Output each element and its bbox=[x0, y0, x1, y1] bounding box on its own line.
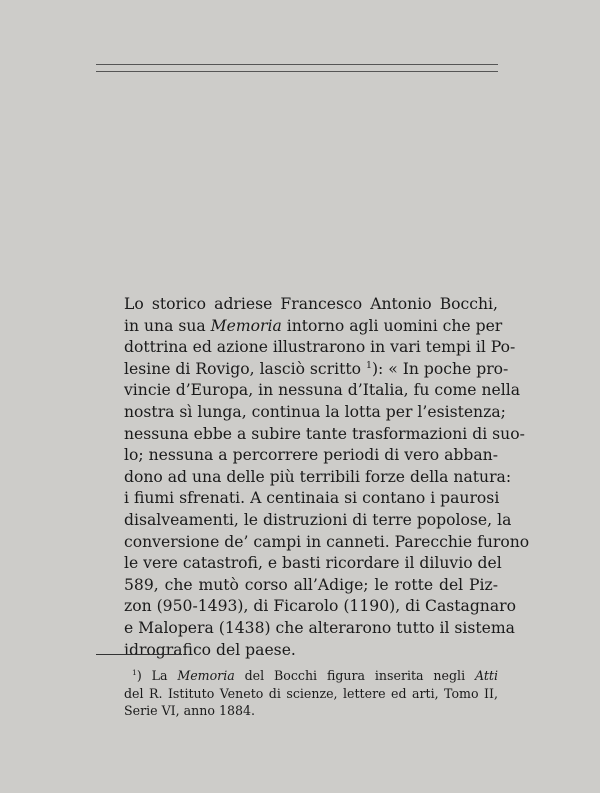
footnote-separator bbox=[96, 654, 182, 655]
text-line: disalveamenti, le distruzioni di terre popolose, la bbox=[124, 510, 512, 529]
text-line: Lo storico adriese Francesco Antonio Bocchi, bbox=[124, 295, 498, 313]
footnote-number: 1 bbox=[132, 667, 137, 677]
footnote-line: $^1$) La Memoria del Bocchi figura inserita negli Atti bbox=[132, 667, 498, 683]
footnote-line: del R. Istituto Veneto di scienze, lettere ed arti, Tomo II, bbox=[124, 685, 498, 701]
text-line: lo; nessuna a percorrere periodi di vero abban- bbox=[124, 446, 498, 465]
text-line: i fiumi sfrenati. A centinaia si contano i paurosi bbox=[124, 489, 500, 508]
text-line: lesine di Rovigo, lasciò scritto $^1$): « In poche pro- bbox=[124, 359, 509, 378]
italic-title-atti: Atti bbox=[474, 668, 498, 683]
footnote-marker: 1 bbox=[365, 359, 372, 371]
italic-title-memoria: Memoria bbox=[177, 668, 235, 683]
text-line: vincie d’Europa, in nessuna d’Italia, fu come nella bbox=[124, 381, 521, 400]
text-line: dottrina ed azione illustrarono in vari tempi il Po- bbox=[124, 338, 516, 357]
text-line: dono ad una delle più terribili forze della natura: bbox=[124, 467, 512, 486]
text-line: le vere catastrofi, e basti ricordare il diluvio del bbox=[124, 554, 502, 573]
footnote-line: Serie VI, anno 1884. bbox=[124, 703, 256, 718]
text-line: e Malopera (1438) che alterarono tutto il sistema bbox=[124, 618, 515, 637]
text-line: conversione de’ campi in canneti. Parecchie furono bbox=[124, 532, 530, 551]
italic-title-memoria: Memoria bbox=[210, 316, 282, 335]
text-line: in una sua Memoria intorno agli uomini che per bbox=[124, 316, 503, 335]
text-line: 589, che mutò corso all’Adige; le rotte del Piz- bbox=[124, 575, 498, 594]
text-line: zon (950-1493), di Ficarolo (1190), di Castagnaro bbox=[124, 597, 516, 616]
header-double-rule bbox=[96, 64, 498, 72]
text-line: nostra sì lunga, continua la lotta per l’esistenza; bbox=[124, 402, 506, 421]
text-line: idrografico del paese. bbox=[124, 640, 296, 659]
footnote bbox=[124, 667, 498, 720]
main-paragraph bbox=[124, 294, 530, 661]
text-line: nessuna ebbe a subire tante trasformazioni di suo- bbox=[124, 424, 525, 443]
